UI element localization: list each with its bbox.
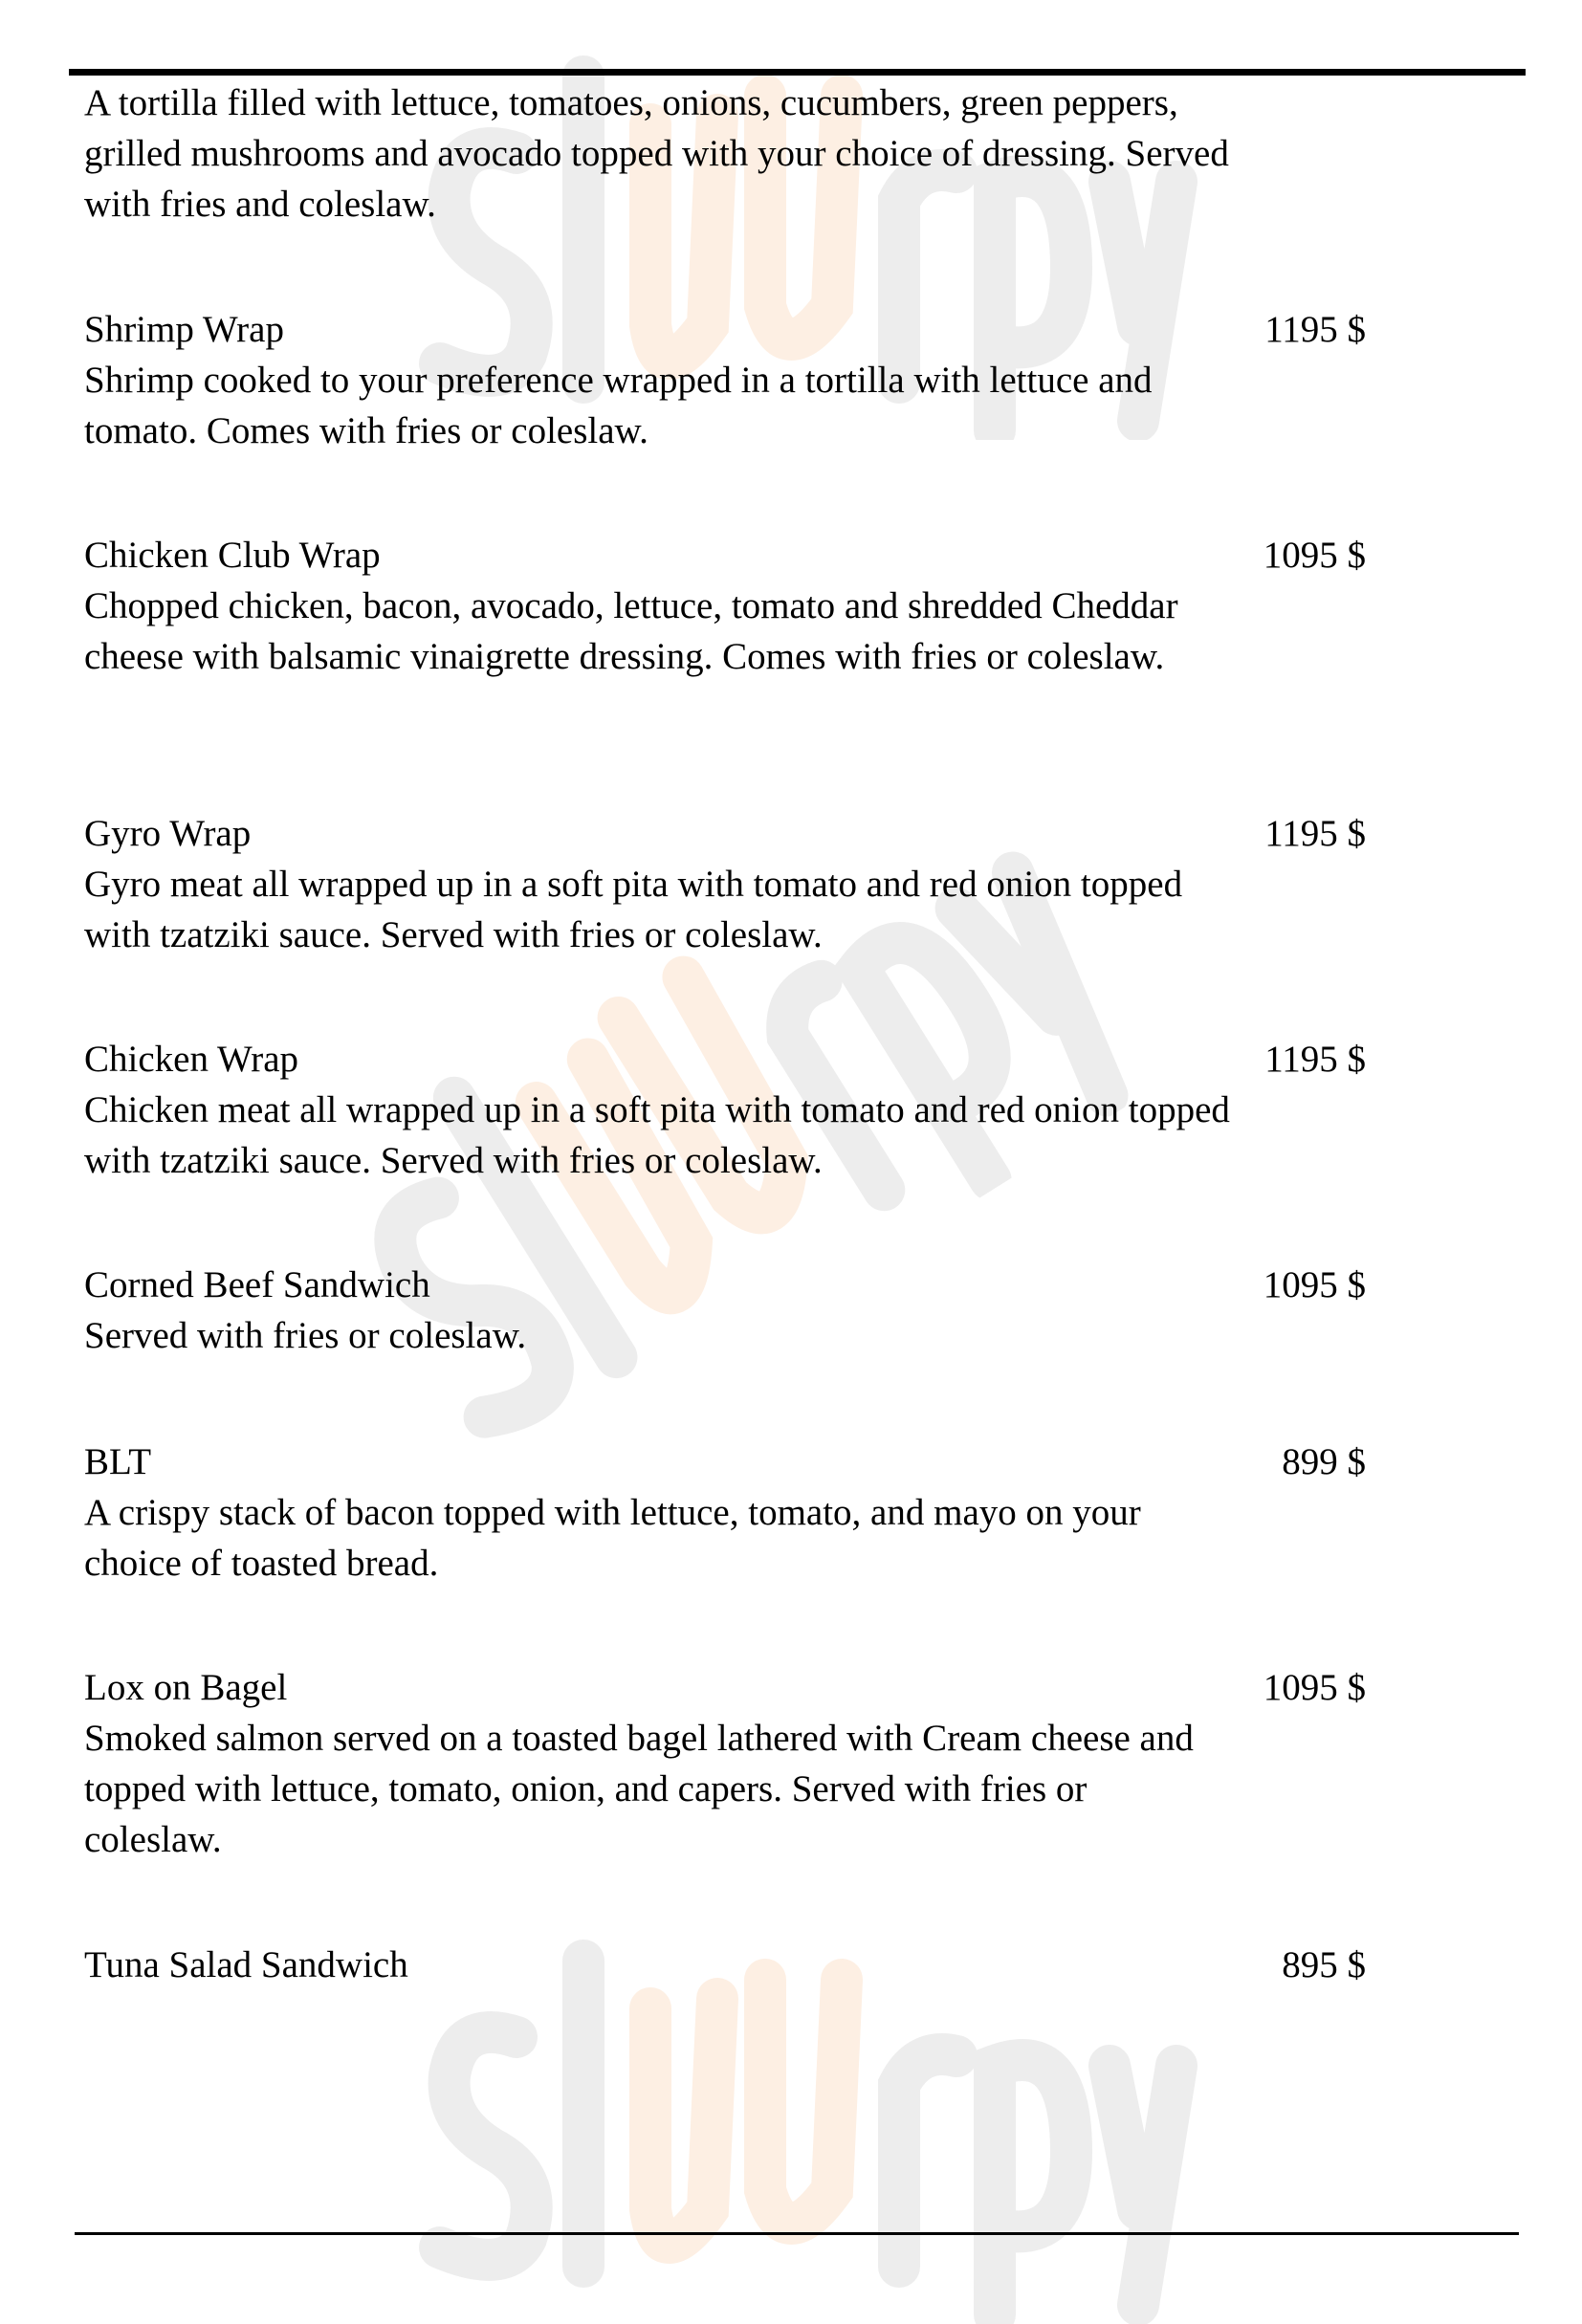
item-name: Chicken Club Wrap: [84, 535, 381, 576]
top-divider: [69, 69, 1526, 76]
item-name: Shrimp Wrap: [84, 309, 284, 350]
item-name: Chicken Wrap: [84, 1039, 299, 1080]
item-description: A crispy stack of bacon topped with lettuce, tomato, and mayo on your choice of toasted bread.: [84, 1492, 1141, 1584]
menu-item: [84, 1436, 1366, 1589]
item-name: Tuna Salad Sandwich: [84, 1944, 408, 1985]
item-price: 899 $: [1282, 1441, 1366, 1482]
menu-item: [84, 808, 1366, 960]
menu-item: [84, 530, 1366, 682]
menu-item: [84, 1034, 1366, 1186]
item-name: BLT: [84, 1441, 152, 1482]
item-description: A tortilla filled with lettuce, tomatoes, onions, cucumbers, green peppers, grilled mushrooms and avocado topped with your choice of dressing. Served with fries and coleslaw.: [84, 82, 1229, 225]
item-description: Shrimp cooked to your preference wrapped in a tortilla with lettuce and tomato. Comes with fries or coleslaw.: [84, 360, 1153, 451]
item-description: Chicken meat all wrapped up in a soft pita with tomato and red onion topped with tzatziki sauce. Served with fries or coleslaw.: [84, 1089, 1230, 1181]
menu-item: [84, 1940, 1366, 1990]
item-description: Chopped chicken, bacon, avocado, lettuce, tomato and shredded Cheddar cheese with balsamic vinaigrette dressing. Comes with fries or coleslaw.: [84, 585, 1178, 677]
menu-item: [84, 77, 1366, 230]
item-name: Corned Beef Sandwich: [84, 1264, 430, 1305]
item-price: 1095 $: [1263, 535, 1366, 576]
menu-item: [84, 1662, 1366, 1865]
item-price: 1195 $: [1264, 1039, 1366, 1080]
item-price: 1195 $: [1264, 813, 1366, 854]
bottom-divider: [75, 2232, 1519, 2235]
menu-item: [84, 1260, 1366, 1361]
item-description: Gyro meat all wrapped up in a soft pita with tomato and red onion topped with tzatziki sauce. Served with fries or coleslaw.: [84, 864, 1183, 955]
item-price: 1095 $: [1263, 1667, 1366, 1708]
item-description: Served with fries or coleslaw.: [84, 1315, 527, 1356]
item-price: 1195 $: [1264, 309, 1366, 350]
item-price: 1095 $: [1263, 1264, 1366, 1305]
item-name: Gyro Wrap: [84, 813, 252, 854]
item-name: Lox on Bagel: [84, 1667, 288, 1708]
item-description: Smoked salmon served on a toasted bagel lathered with Cream cheese and topped with lettuce, tomato, onion, and capers. Served with fries or coleslaw.: [84, 1718, 1194, 1860]
menu-item: [84, 304, 1366, 456]
item-price: 895 $: [1282, 1944, 1366, 1985]
